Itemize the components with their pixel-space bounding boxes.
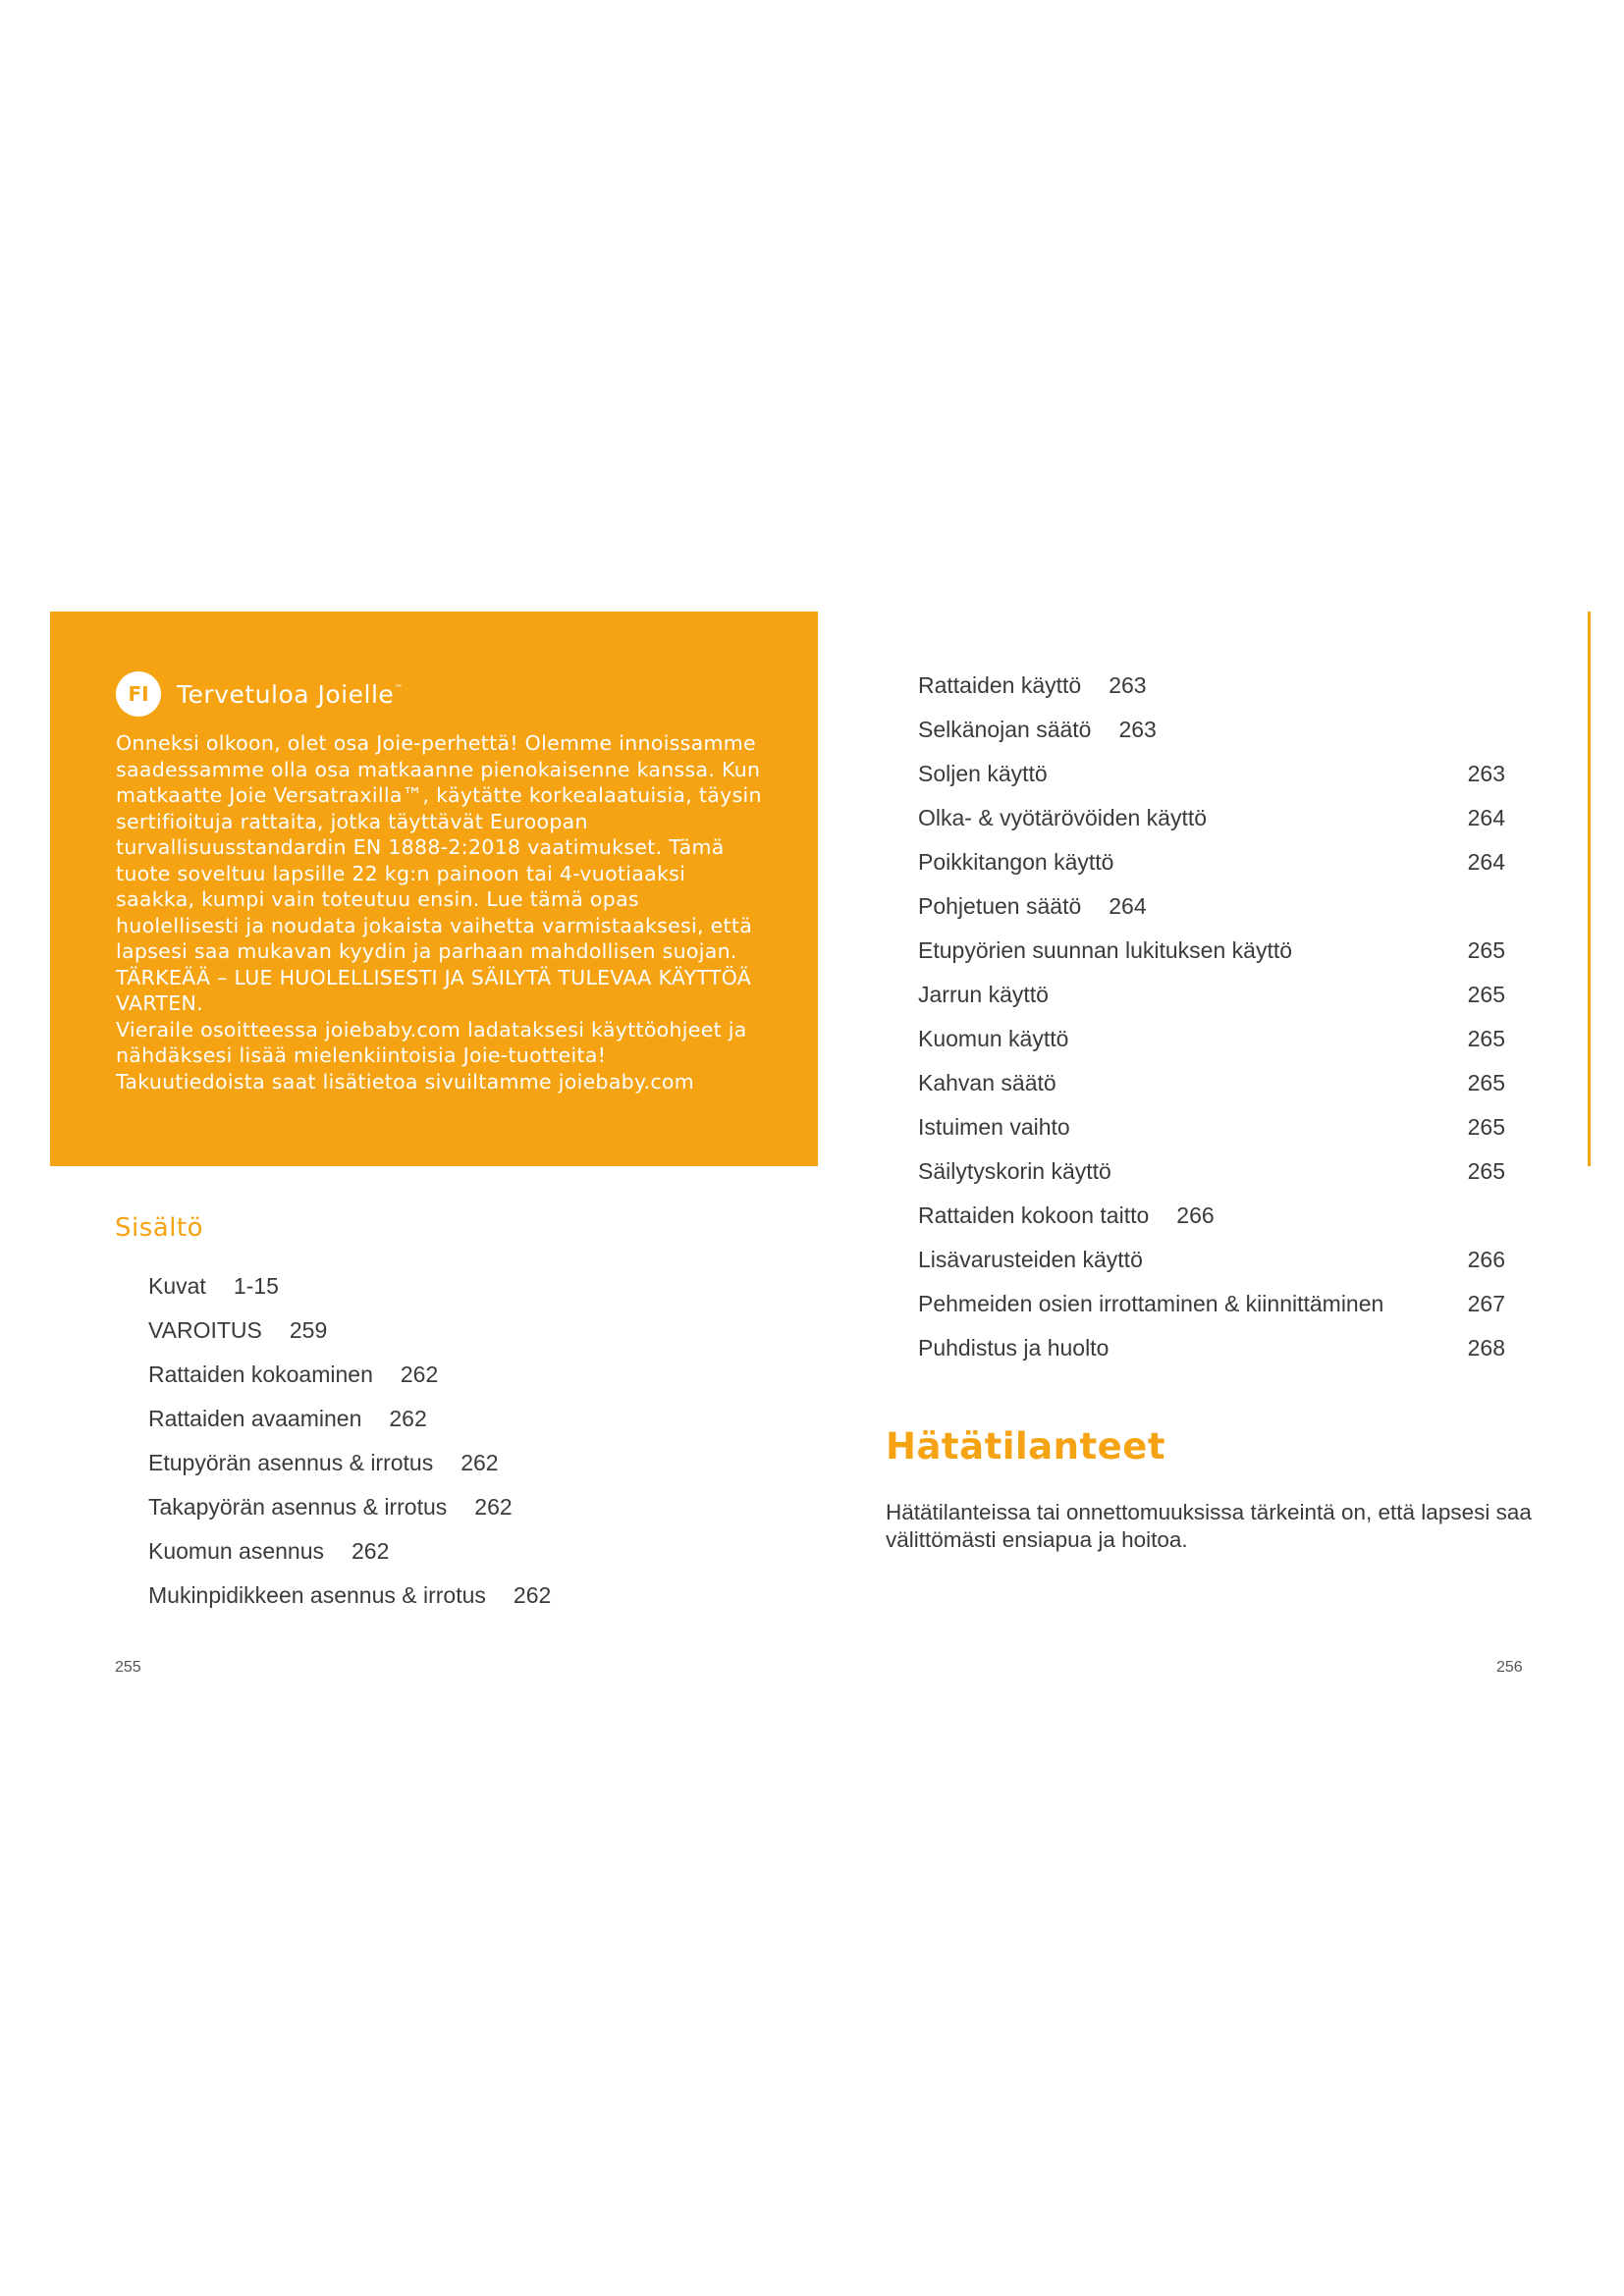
toc-item-label: Kahvan säätö	[918, 1070, 1056, 1095]
toc-item-label: Rattaiden kokoaminen	[148, 1362, 373, 1387]
toc-item-label: Rattaiden käyttö	[918, 672, 1082, 698]
toc-item[interactable]	[148, 1574, 551, 1618]
welcome-paragraph: Onneksi olkoon, olet osa Joie-perhettä! Olemme innoissamme saadessamme olla osa matkaanne pienokaisenne kanssa. Kun matkaatte Joie Versatraxilla™, käytätte korkealaatuisia, täysin sertifioituja rattaita, jotka täyttävät Euroopan turvallisuusstandardin EN 1888-2:2018 vaatimukset. Tämä tuote soveltuu lapsille 22 kg:n painoon tai 4-vuotiaaksi saakka, kumpi vain toteutuu ensin. Lue tämä opas huolellisesti ja noudata jokaista vaihetta varmistaaksesi, että lapsesi saa mukavan kyydin ja parhaan mahdollisen suojan.	[116, 731, 762, 963]
toc-item-page: 262	[460, 1450, 499, 1475]
toc-item-label: Istuimen vaihto	[918, 1114, 1070, 1140]
toc-item-page: 262	[474, 1494, 513, 1520]
emergency-title: Hätätilanteet	[886, 1425, 1166, 1468]
accent-rule	[1588, 612, 1591, 1166]
toc-item-label: Olka- & vyötärövöiden käyttö	[918, 805, 1208, 830]
toc-item[interactable]	[918, 1061, 1505, 1105]
toc-item[interactable]	[148, 1264, 551, 1308]
toc-item[interactable]	[918, 1194, 1505, 1238]
toc-title: Sisältö	[115, 1213, 204, 1243]
toc-item-page: 265	[1467, 1070, 1505, 1095]
toc-list-right	[918, 664, 1505, 1370]
toc-item[interactable]	[148, 1353, 551, 1397]
toc-item[interactable]	[918, 1149, 1505, 1194]
toc-item[interactable]	[148, 1308, 551, 1353]
toc-item-page: 262	[352, 1538, 390, 1564]
toc-item-page: 1-15	[233, 1273, 279, 1299]
toc-item-page: 262	[513, 1582, 552, 1608]
toc-item-label: Kuvat	[148, 1273, 206, 1299]
toc-list-left	[148, 1264, 551, 1618]
toc-item-page: 265	[1467, 1158, 1505, 1184]
warranty-note: Takuutiedoista saat lisätietoa sivuiltamme joiebaby.com	[116, 1069, 695, 1094]
language-badge: FI	[116, 671, 161, 717]
welcome-body	[116, 730, 764, 1095]
toc-item-label: Etupyörien suunnan lukituksen käyttö	[918, 937, 1293, 963]
toc-item-page: 267	[1467, 1291, 1505, 1316]
toc-item-page: 265	[1467, 982, 1505, 1007]
toc-item[interactable]	[918, 1105, 1505, 1149]
toc-item-page: 262	[400, 1362, 439, 1387]
toc-item-page: 262	[389, 1406, 427, 1431]
toc-item-page: 266	[1467, 1247, 1505, 1272]
welcome-heading	[116, 669, 818, 719]
toc-item[interactable]	[918, 929, 1505, 973]
toc-item-page: 265	[1467, 1026, 1505, 1051]
toc-item-label: Rattaiden kokoon taitto	[918, 1202, 1150, 1228]
toc-item-page: 264	[1109, 893, 1147, 919]
toc-item[interactable]	[918, 664, 1505, 708]
toc-item-page: 263	[1109, 672, 1147, 698]
toc-item[interactable]	[918, 1017, 1505, 1061]
important-notice: TÄRKEÄÄ – LUE HUOLELLISESTI JA SÄILYTÄ TULEVAA KÄYTTÖÄ VARTEN.	[116, 965, 752, 1015]
toc-item[interactable]	[918, 1326, 1505, 1370]
toc-item-label: Soljen käyttö	[918, 761, 1048, 786]
toc-item-page: 264	[1467, 849, 1505, 875]
toc-item-page: 265	[1467, 1114, 1505, 1140]
toc-item[interactable]	[148, 1529, 551, 1574]
trademark-mark: ™	[394, 683, 404, 694]
toc-item[interactable]	[918, 752, 1505, 796]
toc-item-label: Selkänojan säätö	[918, 717, 1092, 742]
toc-item-label: Rattaiden avaaminen	[148, 1406, 362, 1431]
toc-item-label: Etupyörän asennus & irrotus	[148, 1450, 434, 1475]
toc-item-page: 263	[1467, 761, 1505, 786]
toc-item[interactable]	[918, 884, 1505, 929]
toc-item[interactable]	[148, 1441, 551, 1485]
toc-item-label: Jarrun käyttö	[918, 982, 1049, 1007]
toc-item-label: Säilytyskorin käyttö	[918, 1158, 1111, 1184]
page-number-right: 256	[1496, 1659, 1523, 1676]
toc-item-label: Poikkitangon käyttö	[918, 849, 1114, 875]
toc-item-page: 266	[1176, 1202, 1215, 1228]
toc-item-label: VAROITUS	[148, 1317, 262, 1343]
toc-item-page: 264	[1467, 805, 1505, 830]
toc-item[interactable]	[918, 973, 1505, 1017]
toc-item[interactable]	[918, 1282, 1505, 1326]
emergency-text: Hätätilanteissa tai onnettomuuksissa tärkeintä on, että lapsesi saa välittömästi ensiapua ja hoitoa.	[886, 1500, 1532, 1552]
page-number-left: 255	[115, 1659, 141, 1676]
visit-note: Vieraile osoitteessa joiebaby.com ladataksesi käyttöohjeet ja nähdäksesi lisää mielenkiintoisia Joie-tuotteita!	[116, 1017, 747, 1067]
toc-item-label: Kuomun asennus	[148, 1538, 325, 1564]
toc-item-page: 265	[1467, 937, 1505, 963]
toc-item[interactable]	[918, 796, 1505, 840]
toc-item-label: Pehmeiden osien irrottaminen & kiinnittäminen	[918, 1291, 1384, 1316]
toc-item-label: Kuomun käyttö	[918, 1026, 1069, 1051]
welcome-title-text: Tervetuloa Joielle	[177, 679, 395, 709]
toc-item-label: Mukinpidikkeen asennus & irrotus	[148, 1582, 486, 1608]
welcome-box	[50, 612, 818, 1166]
toc-item-page: 263	[1118, 717, 1157, 742]
toc-item[interactable]	[918, 1238, 1505, 1282]
toc-item[interactable]	[148, 1485, 551, 1529]
welcome-title	[177, 680, 404, 709]
toc-item[interactable]	[148, 1397, 551, 1441]
toc-item[interactable]	[918, 708, 1505, 752]
toc-item-label: Takapyörän asennus & irrotus	[148, 1494, 448, 1520]
toc-item-label: Puhdistus ja huolto	[918, 1335, 1110, 1361]
toc-item-page: 268	[1467, 1335, 1505, 1361]
toc-item-label: Pohjetuen säätö	[918, 893, 1082, 919]
toc-item-page: 259	[289, 1317, 328, 1343]
toc-item[interactable]	[918, 840, 1505, 884]
toc-item-label: Lisävarusteiden käyttö	[918, 1247, 1143, 1272]
